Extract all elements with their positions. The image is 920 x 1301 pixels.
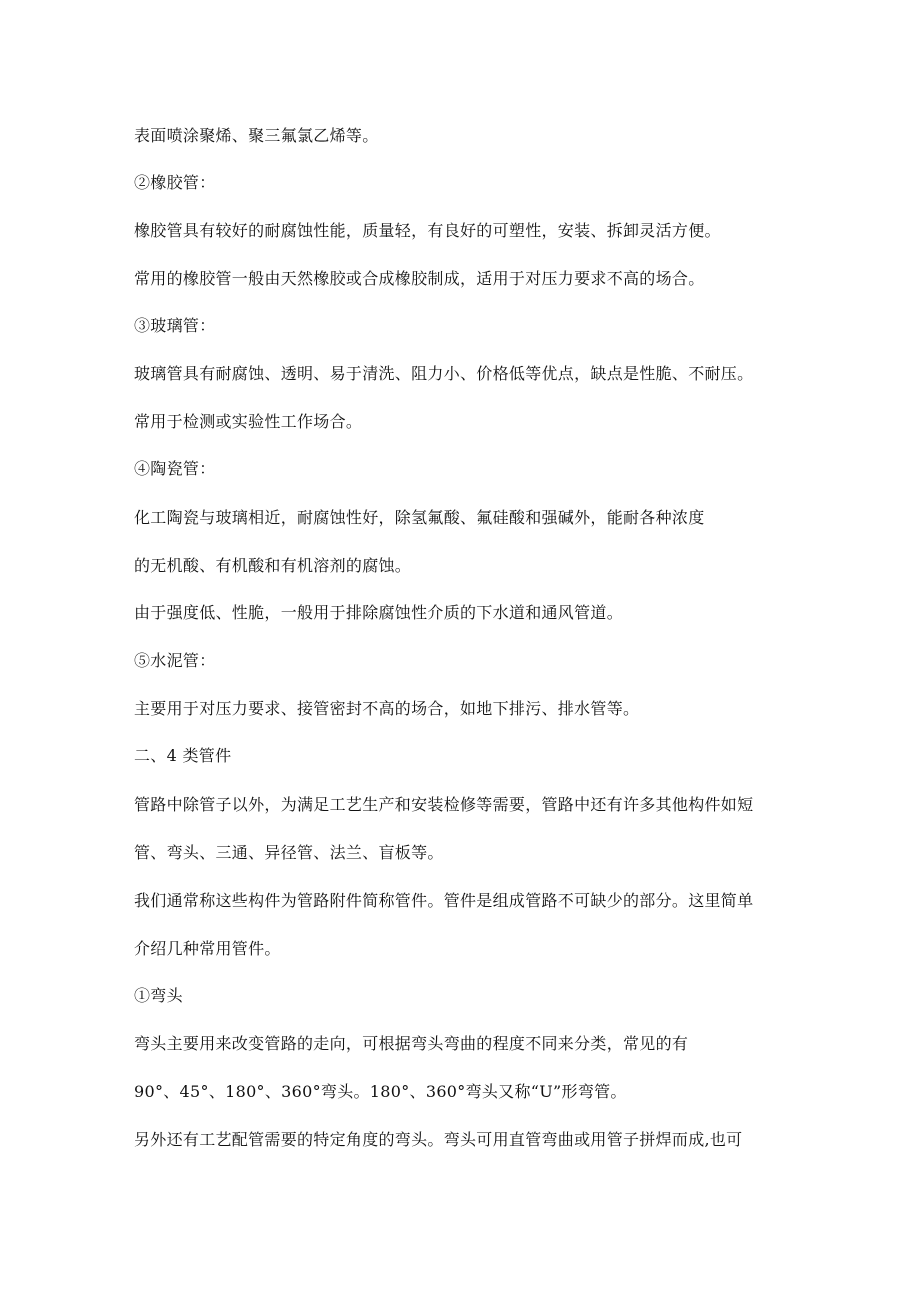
text-line: 弯头主要用来改变管路的走向，可根据弯头弯曲的程度不同来分类，常见的有 <box>134 1034 689 1053</box>
text-line: 的无机酸、有机酸和有机溶剂的腐蚀。 <box>134 556 412 575</box>
text-line: 介绍几种常用管件。 <box>134 939 281 958</box>
text-line: 常用于检测或实验性工作场合。 <box>134 412 363 431</box>
section-heading-cement-pipe: ⑤水泥管： <box>134 651 216 670</box>
text-line: 管路中除管子以外，为满足工艺生产和安装检修等需要，管路中还有许多其他构件如短 <box>134 795 754 814</box>
text-line: 90°、45°、180°、360°弯头。180°、360°弯头又称“U”形弯管。 <box>134 1082 627 1101</box>
section-heading-fittings: 二、4 类管件 <box>134 746 232 765</box>
section-heading-glass-pipe: ③玻璃管： <box>134 316 216 335</box>
text-line: 另外还有工艺配管需要的特定角度的弯头。弯头可用直管弯曲或用管子拼焊而成,也可 <box>134 1130 743 1149</box>
text-line: 橡胶管具有较好的耐腐蚀性能，质量轻，有良好的可塑性，安装、拆卸灵活方便。 <box>134 221 721 240</box>
text-line: 我们通常称这些构件为管路附件简称管件。管件是组成管路不可缺少的部分。这里简单 <box>134 891 754 910</box>
text-line: 化工陶瓷与玻璃相近，耐腐蚀性好，除氢氟酸、氟硅酸和强碱外，能耐各种浓度 <box>134 508 705 527</box>
text-line: 表面喷涂聚烯、聚三氟氯乙烯等。 <box>134 126 379 145</box>
text-line: 玻璃管具有耐腐蚀、透明、易于清洗、阻力小、价格低等优点，缺点是性脆、不耐压。 <box>134 364 754 383</box>
section-heading-rubber-pipe: ②橡胶管： <box>134 173 216 192</box>
text-line: 常用的橡胶管一般由天然橡胶或合成橡胶制成，适用于对压力要求不高的场合。 <box>134 269 705 288</box>
text-line: 主要用于对压力要求、接管密封不高的场合，如地下排污、排水管等。 <box>134 699 640 718</box>
section-heading-ceramic-pipe: ④陶瓷管： <box>134 459 216 478</box>
section-heading-elbow: ①弯头 <box>134 986 183 1005</box>
text-line: 管、弯头、三通、异径管、法兰、盲板等。 <box>134 843 444 862</box>
text-line: 由于强度低、性脆，一般用于排除腐蚀性介质的下水道和通风管道。 <box>134 603 624 622</box>
